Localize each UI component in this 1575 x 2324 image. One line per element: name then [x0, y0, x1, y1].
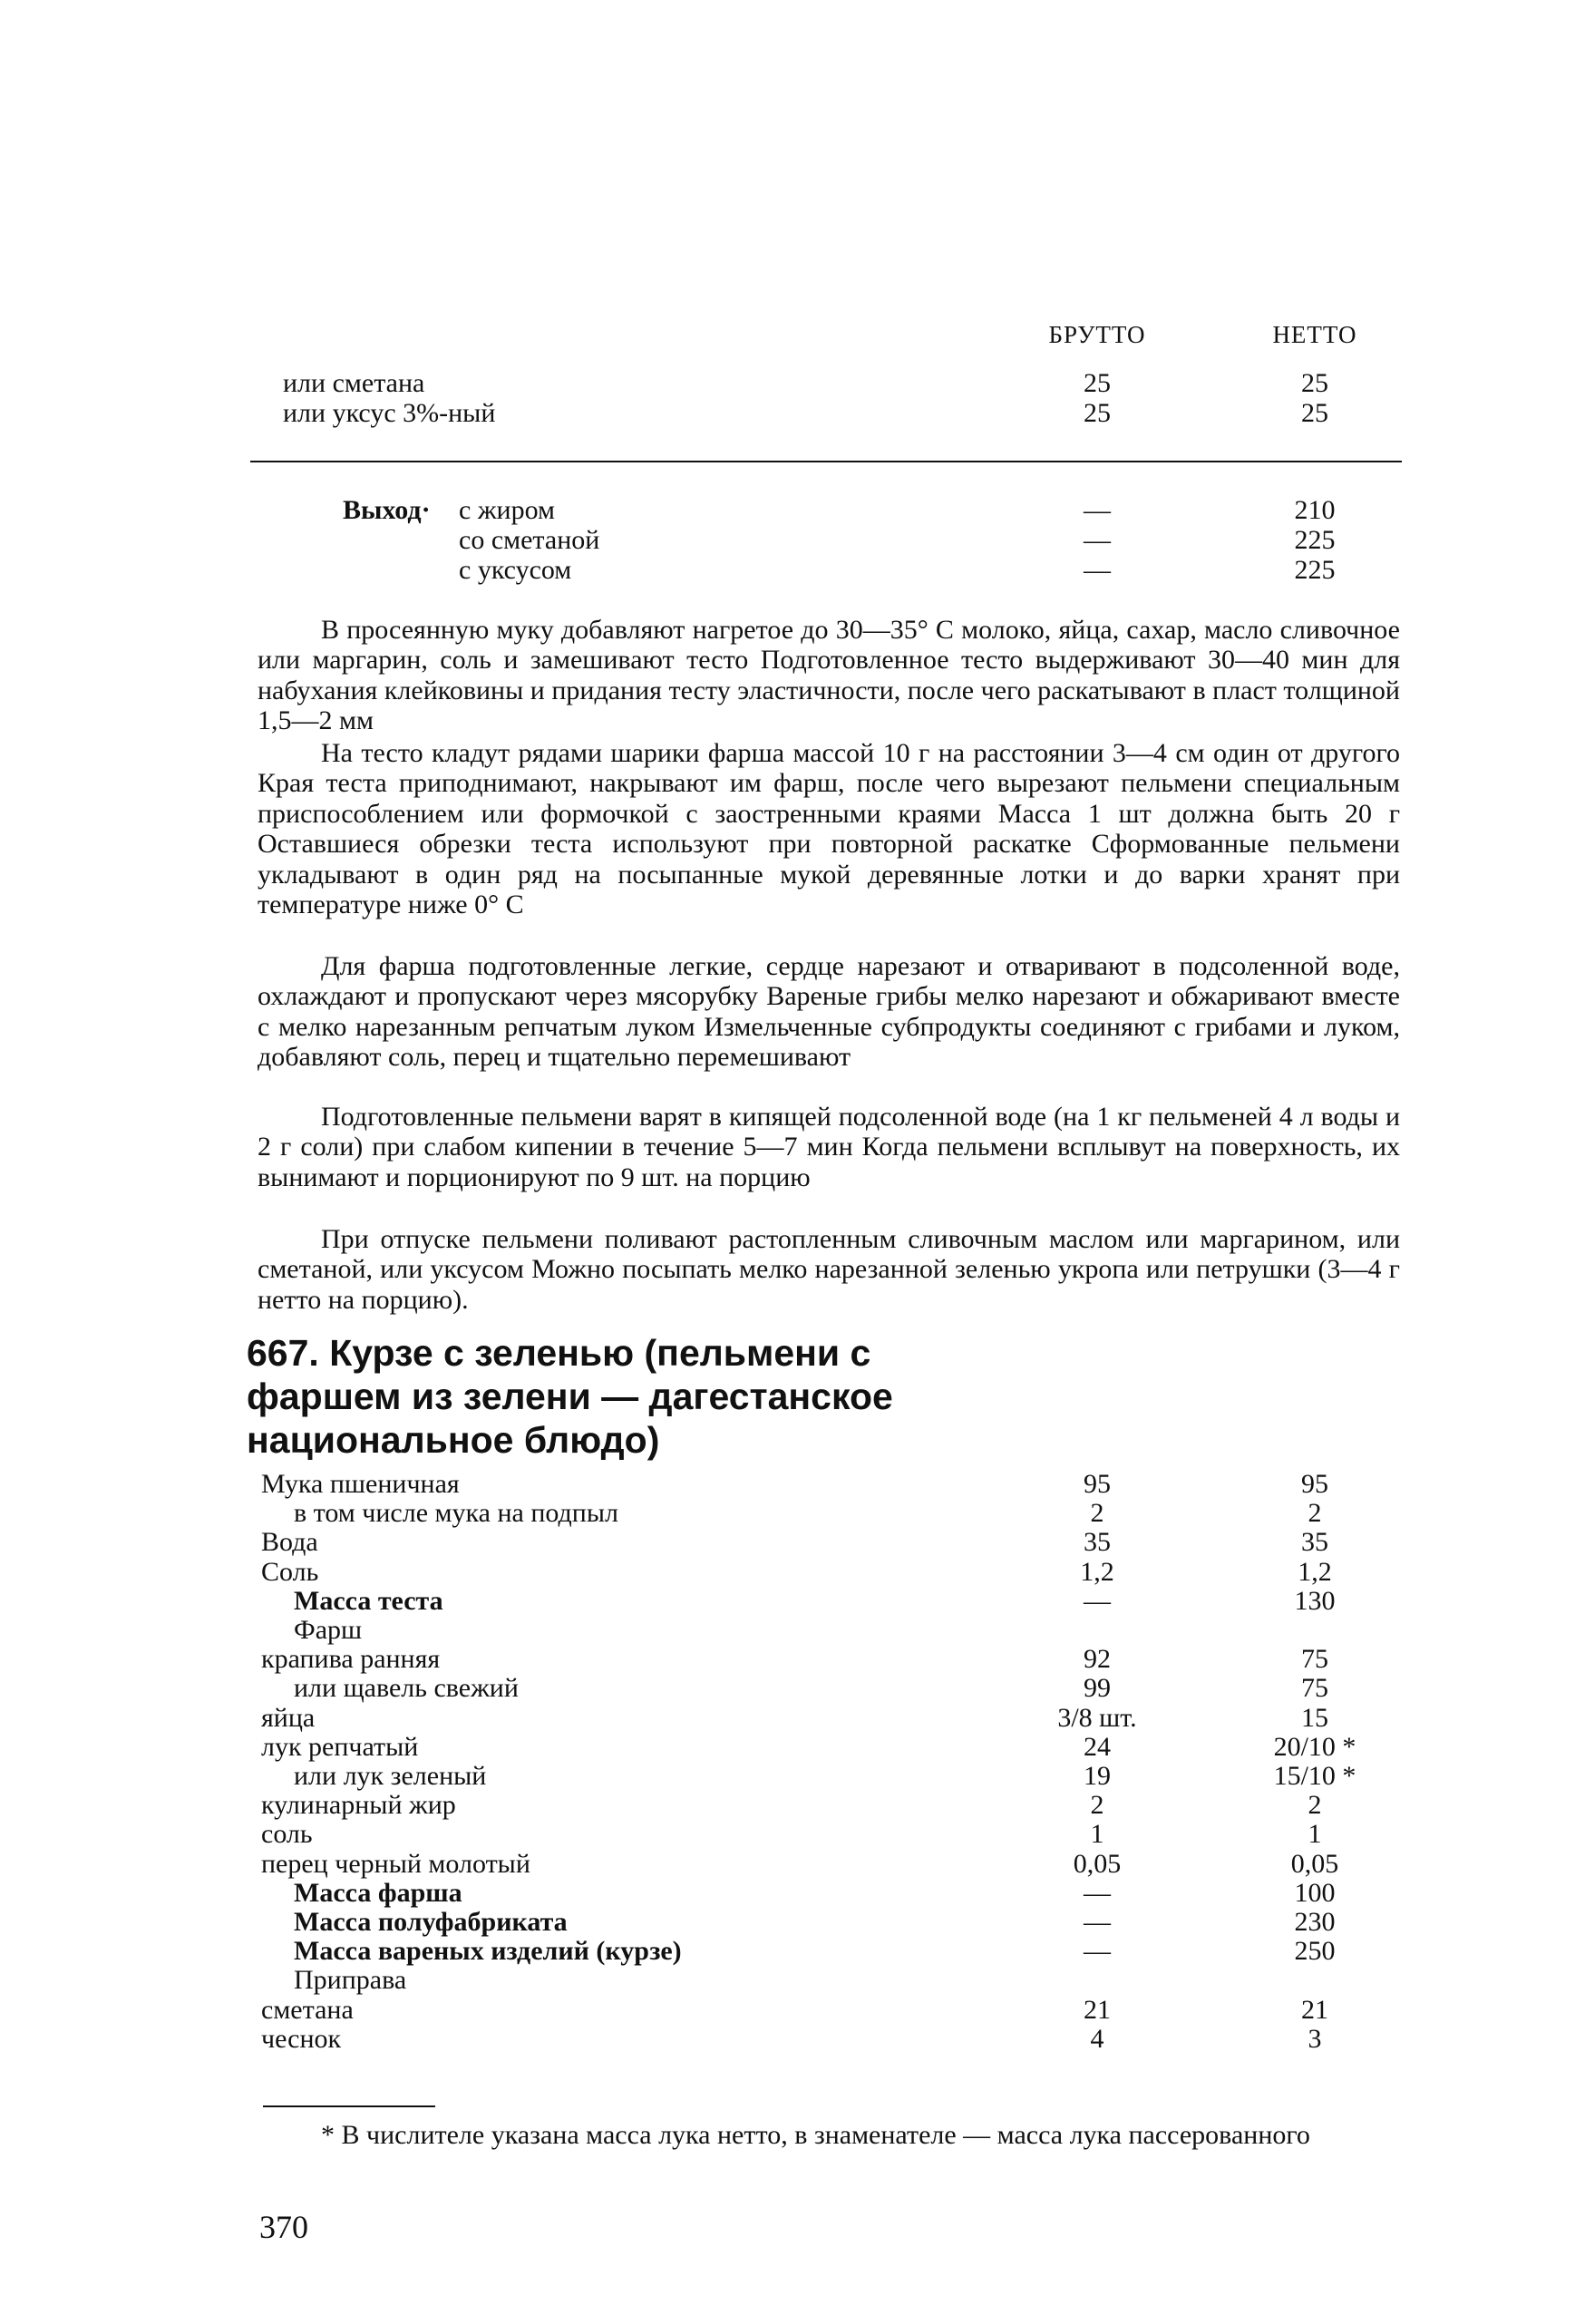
- ingredient-label: лук репчатый: [261, 1731, 419, 1762]
- brutto-value: —: [1084, 1936, 1111, 1967]
- ingredient-label: крапива ранняя: [261, 1644, 441, 1675]
- recipe-heading: 667. Курзе с зеленью (пельмени с фаршем из зелени — дагестанское национальное блюдо): [247, 1332, 893, 1461]
- recipe-row: [0, 1703, 1575, 1733]
- ingredient-label: Масса фарша: [294, 1877, 462, 1908]
- row-label: с жиром: [459, 495, 556, 525]
- ingredient-label: кулинарный жир: [261, 1790, 456, 1821]
- brutto-value: 92: [1084, 1644, 1111, 1675]
- netto-value: 75: [1301, 1644, 1328, 1675]
- brutto-value: 19: [1084, 1761, 1111, 1791]
- netto-value: 95: [1301, 1469, 1328, 1499]
- netto-value: 225: [1294, 555, 1336, 585]
- ingredient-label: соль: [261, 1819, 313, 1850]
- brutto-value: 25: [1084, 368, 1111, 398]
- row-label: или уксус 3%-ный: [283, 398, 496, 428]
- ingredient-label: Масса полуфабриката: [294, 1907, 568, 1937]
- brutto-value: 4: [1090, 2023, 1104, 2054]
- netto-value: 100: [1294, 1877, 1336, 1908]
- paragraph: Для фарша подготовленные легкие, сердце нарезают и отваривают в подсоленной воде, охлаждают и пропускают через мясорубку Вареные грибы мелко нарезают и обжаривают вместе с мелко нарезанным репчатым луком Измельченные субпродукты соединяют с грибами и луком, добавляют соль, перец и тщательно перемешивают: [258, 951, 1400, 1073]
- ingredient-label: Соль: [261, 1556, 319, 1587]
- ingredient-label: сметана: [261, 1994, 354, 2025]
- table-divider: [250, 461, 1402, 462]
- ingredient-label: или щавель свежий: [294, 1673, 519, 1704]
- footnote-divider: [263, 2105, 435, 2107]
- netto-value: 250: [1294, 1936, 1336, 1967]
- ingredient-label: Масса теста: [294, 1585, 443, 1616]
- recipe-row: [0, 2024, 1575, 2054]
- netto-value: 21: [1301, 1994, 1328, 2025]
- ingredient-label: Вода: [261, 1527, 318, 1558]
- brutto-value: 2: [1090, 1790, 1104, 1821]
- brutto-value: 0,05: [1073, 1848, 1122, 1879]
- netto-value: 3: [1308, 2023, 1322, 2054]
- brutto-value: 1: [1090, 1819, 1104, 1850]
- paragraph: На тесто кладут рядами шарики фарша массой 10 г на расстоянии 3—4 см один от другого Края теста приподнимают, накрывают им фарш, после чего вырезают пельмени специальным приспособлением или формочкой с заостренными краями Масса 1 шт должна быть 20 г Оставшиеся обрезки теста используют при повторной раскатке Сформованные пельмени укладывают в один ряд на посыпанные мукой деревянные лотки и до варки хранят при температуре ниже 0° С: [258, 738, 1400, 920]
- row-label: или сметана: [283, 368, 425, 398]
- row-label: с уксусом: [459, 555, 572, 585]
- column-header-netto: НЕТТО: [1272, 321, 1357, 348]
- ingredient-label: Фарш: [294, 1615, 363, 1645]
- brutto-value: —: [1084, 555, 1111, 585]
- brutto-value: —: [1084, 525, 1111, 555]
- ingredient-label: Мука пшеничная: [261, 1469, 460, 1499]
- brutto-value: 95: [1084, 1469, 1111, 1499]
- netto-value: 35: [1301, 1527, 1328, 1558]
- recipe-row: [0, 1732, 1575, 1762]
- table-row: [0, 398, 1575, 428]
- recipe-row: [0, 1498, 1575, 1528]
- output-row: [0, 555, 1575, 585]
- netto-value: 1: [1308, 1819, 1322, 1850]
- table-row: [0, 368, 1575, 398]
- paragraph: При отпуске пельмени поливают растопленным сливочным маслом или маргарином, или сметаной, или уксусом Можно посыпать мелко нарезанной зеленью укропа или петрушки (3—4 г нетто на порцию).: [258, 1224, 1400, 1315]
- brutto-value: —: [1084, 495, 1111, 525]
- output-label: Выход·: [343, 495, 431, 525]
- brutto-value: 3/8 шт.: [1057, 1702, 1137, 1733]
- recipe-row: [0, 1878, 1575, 1908]
- ingredient-label: яйца: [261, 1702, 316, 1733]
- column-header-brutto: БРУТТО: [1048, 321, 1146, 348]
- recipe-row: [0, 1790, 1575, 1820]
- footnote: * В числителе указана масса лука нетто, в знаменателе — масса лука пассерованного: [321, 2120, 1310, 2150]
- netto-value: 2: [1308, 1498, 1322, 1529]
- netto-value: 1,2: [1298, 1556, 1332, 1587]
- page-number: 370: [259, 2209, 308, 2245]
- brutto-value: 2: [1090, 1498, 1104, 1529]
- recipe-row: [0, 1761, 1575, 1791]
- netto-value: 25: [1301, 398, 1328, 428]
- brutto-value: —: [1084, 1585, 1111, 1616]
- recipe-row: [0, 1907, 1575, 1937]
- recipe-row: [0, 1965, 1575, 1995]
- brutto-value: —: [1084, 1877, 1111, 1908]
- netto-value: 20/10 *: [1273, 1731, 1356, 1762]
- brutto-value: 99: [1084, 1673, 1111, 1704]
- recipe-row: [0, 1557, 1575, 1587]
- recipe-row: [0, 1615, 1575, 1645]
- netto-value: 210: [1294, 495, 1336, 525]
- brutto-value: 1,2: [1080, 1556, 1114, 1587]
- recipe-row: [0, 1644, 1575, 1674]
- netto-value: 225: [1294, 525, 1336, 555]
- netto-value: 130: [1294, 1585, 1336, 1616]
- ingredient-label: Масса вареных изделий (курзе): [294, 1936, 682, 1967]
- recipe-row: [0, 1469, 1575, 1499]
- recipe-row: [0, 1936, 1575, 1966]
- recipe-row: [0, 1819, 1575, 1849]
- paragraph: Подготовленные пельмени варят в кипящей подсоленной воде (на 1 кг пельменей 4 л воды и 2 г соли) при слабом кипении в течение 5—7 мин Когда пельмени всплывут на поверхность, их вынимают и порционируют по 9 шт. на порцию: [258, 1102, 1400, 1192]
- netto-value: 75: [1301, 1673, 1328, 1704]
- recipe-row: [0, 1995, 1575, 2025]
- paragraph: В просеянную муку добавляют нагретое до 30—35° С молоко, яйца, сахар, масло сливочное или маргарин, соль и замешивают тесто Подготовленное тесто выдерживают 30—40 мин для набухания клейковины и придания тесту эластичности, после чего раскатывают в пласт толщиной 1,5—2 мм: [258, 615, 1400, 736]
- recipe-row: [0, 1673, 1575, 1703]
- ingredient-label: чеснок: [261, 2023, 342, 2054]
- brutto-value: 25: [1084, 398, 1111, 428]
- ingredient-label: или лук зеленый: [294, 1761, 487, 1791]
- netto-value: 15/10 *: [1273, 1761, 1356, 1791]
- recipe-row: [0, 1586, 1575, 1616]
- ingredient-label: Приправа: [294, 1965, 407, 1996]
- brutto-value: 21: [1084, 1994, 1111, 2025]
- netto-value: 0,05: [1290, 1848, 1339, 1879]
- brutto-value: —: [1084, 1907, 1111, 1937]
- output-row: [0, 525, 1575, 555]
- netto-value: 230: [1294, 1907, 1336, 1937]
- row-label: со сметаной: [459, 525, 600, 555]
- brutto-value: 24: [1084, 1731, 1111, 1762]
- netto-value: 25: [1301, 368, 1328, 398]
- brutto-value: 35: [1084, 1527, 1111, 1558]
- output-row: [0, 495, 1575, 525]
- ingredient-label: в том числе мука на подпыл: [294, 1498, 618, 1529]
- netto-value: 15: [1301, 1702, 1328, 1733]
- recipe-row: [0, 1527, 1575, 1557]
- recipe-row: [0, 1849, 1575, 1879]
- ingredient-label: перец черный молотый: [261, 1848, 530, 1879]
- netto-value: 2: [1308, 1790, 1322, 1821]
